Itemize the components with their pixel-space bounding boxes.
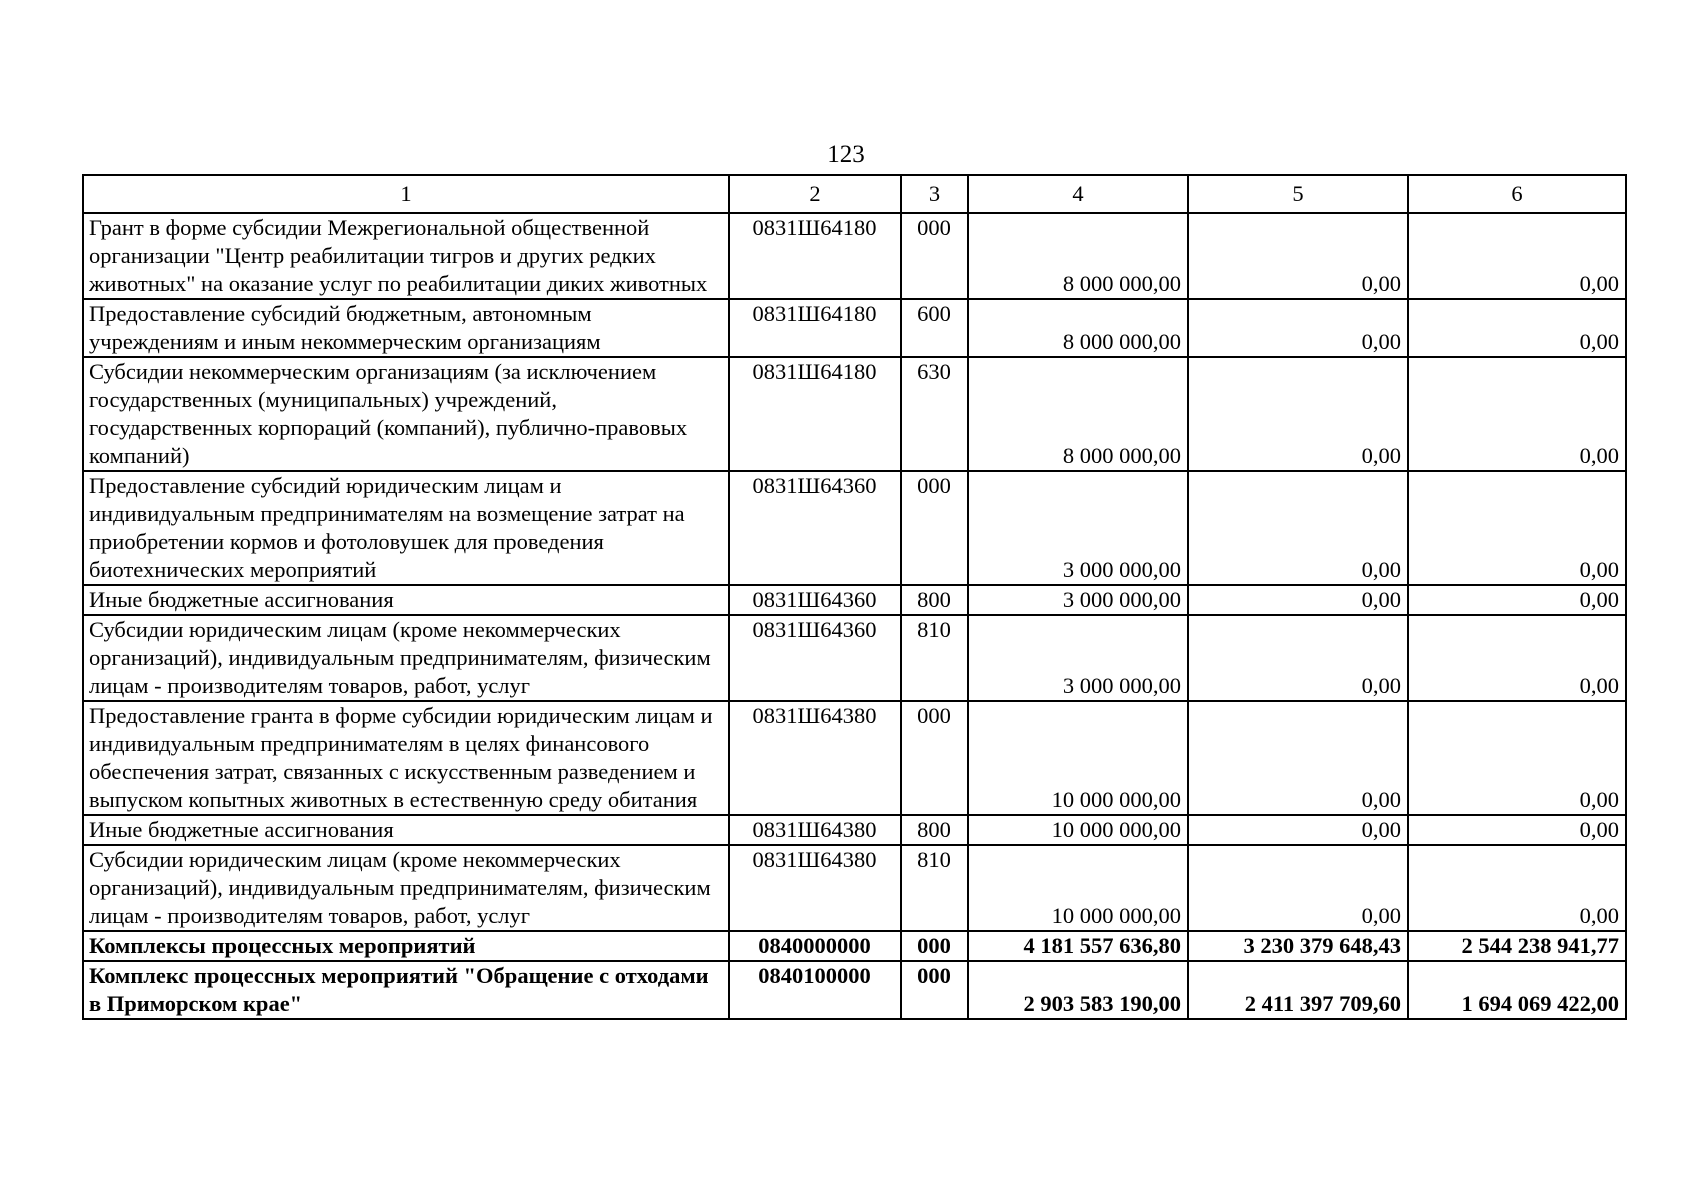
row-amount-col6: 0,00: [1408, 357, 1626, 471]
row-code-cell: 0831Ш64180: [729, 299, 901, 357]
row-name-cell: Предоставление субсидий бюджетным, автономным учреждениям и иным некоммерческим организациям: [83, 299, 729, 357]
row-name-cell: Иные бюджетные ассигнования: [83, 815, 729, 845]
row-name-cell: Субсидии юридическим лицам (кроме некоммерческих организаций), индивидуальным предпринимателям, физическим лицам - производителям товаров, работ, услуг: [83, 845, 729, 931]
row-amount-col5: 0,00: [1188, 615, 1408, 701]
row-type-cell: 000: [901, 471, 968, 585]
column-header-1: 1: [83, 175, 729, 213]
row-amount-col4: 2 903 583 190,00: [968, 961, 1188, 1019]
row-amount-col5: 0,00: [1188, 471, 1408, 585]
page-number: 123: [827, 141, 865, 168]
table-row: [83, 931, 1626, 961]
row-code-cell: 0831Ш64360: [729, 585, 901, 615]
column-header-5: 5: [1188, 175, 1408, 213]
row-amount-col5: 0,00: [1188, 213, 1408, 299]
row-name-cell: Предоставление гранта в форме субсидии юридическим лицам и индивидуальным предпринимателям в целях финансового обеспечения затрат, связанных с искусственным разведением и выпуском копытных животных в естественную среду обитания: [83, 701, 729, 815]
row-amount-col6: 1 694 069 422,00: [1408, 961, 1626, 1019]
row-type-cell: 000: [901, 961, 968, 1019]
row-code-cell: 0831Ш64380: [729, 845, 901, 931]
row-amount-col5: 0,00: [1188, 815, 1408, 845]
row-name-cell: Комплекс процессных мероприятий "Обращение с отходами в Приморском крае": [83, 961, 729, 1019]
row-code-cell: 0831Ш64360: [729, 615, 901, 701]
row-type-cell: 810: [901, 615, 968, 701]
row-amount-col5: 3 230 379 648,43: [1188, 931, 1408, 961]
row-name-cell: Субсидии некоммерческим организациям (за исключением государственных (муниципальных) учреждений, государственных корпораций (компаний), публично-правовых компаний): [83, 357, 729, 471]
row-amount-col6: 0,00: [1408, 615, 1626, 701]
row-amount-col4: 10 000 000,00: [968, 815, 1188, 845]
row-amount-col4: 3 000 000,00: [968, 471, 1188, 585]
budget-table: [82, 174, 1627, 1020]
row-name-cell: Иные бюджетные ассигнования: [83, 585, 729, 615]
row-amount-col5: 0,00: [1188, 299, 1408, 357]
table-row: [83, 299, 1626, 357]
row-name-cell: Субсидии юридическим лицам (кроме некоммерческих организаций), индивидуальным предпринимателям, физическим лицам - производителям товаров, работ, услуг: [83, 615, 729, 701]
row-type-cell: 800: [901, 585, 968, 615]
table-row: [83, 357, 1626, 471]
row-amount-col6: 0,00: [1408, 845, 1626, 931]
table-row: [83, 213, 1626, 299]
row-name-cell: Комплексы процессных мероприятий: [83, 931, 729, 961]
table-row: [83, 845, 1626, 931]
row-amount-col6: 0,00: [1408, 213, 1626, 299]
row-amount-col5: 0,00: [1188, 701, 1408, 815]
row-code-cell: 0840100000: [729, 961, 901, 1019]
row-code-cell: 0831Ш64180: [729, 213, 901, 299]
row-amount-col5: 0,00: [1188, 585, 1408, 615]
table-row: [83, 585, 1626, 615]
row-amount-col4: 8 000 000,00: [968, 213, 1188, 299]
row-type-cell: 000: [901, 213, 968, 299]
row-amount-col6: 2 544 238 941,77: [1408, 931, 1626, 961]
column-header-3: 3: [901, 175, 968, 213]
row-amount-col4: 10 000 000,00: [968, 845, 1188, 931]
table-row: [83, 815, 1626, 845]
row-amount-col4: 10 000 000,00: [968, 701, 1188, 815]
row-amount-col5: 0,00: [1188, 357, 1408, 471]
row-name-cell: Грант в форме субсидии Межрегиональной общественной организации "Центр реабилитации тигров и других редких животных" на оказание услуг по реабилитации диких животных: [83, 213, 729, 299]
row-type-cell: 000: [901, 701, 968, 815]
row-amount-col6: 0,00: [1408, 471, 1626, 585]
row-type-cell: 810: [901, 845, 968, 931]
row-amount-col5: 0,00: [1188, 845, 1408, 931]
row-type-cell: 600: [901, 299, 968, 357]
row-amount-col6: 0,00: [1408, 815, 1626, 845]
row-type-cell: 630: [901, 357, 968, 471]
row-amount-col4: 8 000 000,00: [968, 357, 1188, 471]
table-row: [83, 615, 1626, 701]
table-header-row: [83, 175, 1626, 213]
table-row: [83, 701, 1626, 815]
column-header-6: 6: [1408, 175, 1626, 213]
row-code-cell: 0831Ш64380: [729, 701, 901, 815]
column-header-4: 4: [968, 175, 1188, 213]
table-row: [83, 471, 1626, 585]
row-amount-col6: 0,00: [1408, 701, 1626, 815]
row-code-cell: 0840000000: [729, 931, 901, 961]
row-amount-col4: 4 181 557 636,80: [968, 931, 1188, 961]
row-amount-col4: 3 000 000,00: [968, 585, 1188, 615]
row-amount-col4: 8 000 000,00: [968, 299, 1188, 357]
row-code-cell: 0831Ш64380: [729, 815, 901, 845]
row-amount-col6: 0,00: [1408, 585, 1626, 615]
row-name-cell: Предоставление субсидий юридическим лицам и индивидуальным предпринимателям на возмещение затрат на приобретении кормов и фотоловушек для проведения биотехнических мероприятий: [83, 471, 729, 585]
row-amount-col5: 2 411 397 709,60: [1188, 961, 1408, 1019]
row-amount-col6: 0,00: [1408, 299, 1626, 357]
row-code-cell: 0831Ш64360: [729, 471, 901, 585]
row-type-cell: 800: [901, 815, 968, 845]
row-amount-col4: 3 000 000,00: [968, 615, 1188, 701]
column-header-2: 2: [729, 175, 901, 213]
row-code-cell: 0831Ш64180: [729, 357, 901, 471]
row-type-cell: 000: [901, 931, 968, 961]
table-row: [83, 961, 1626, 1019]
